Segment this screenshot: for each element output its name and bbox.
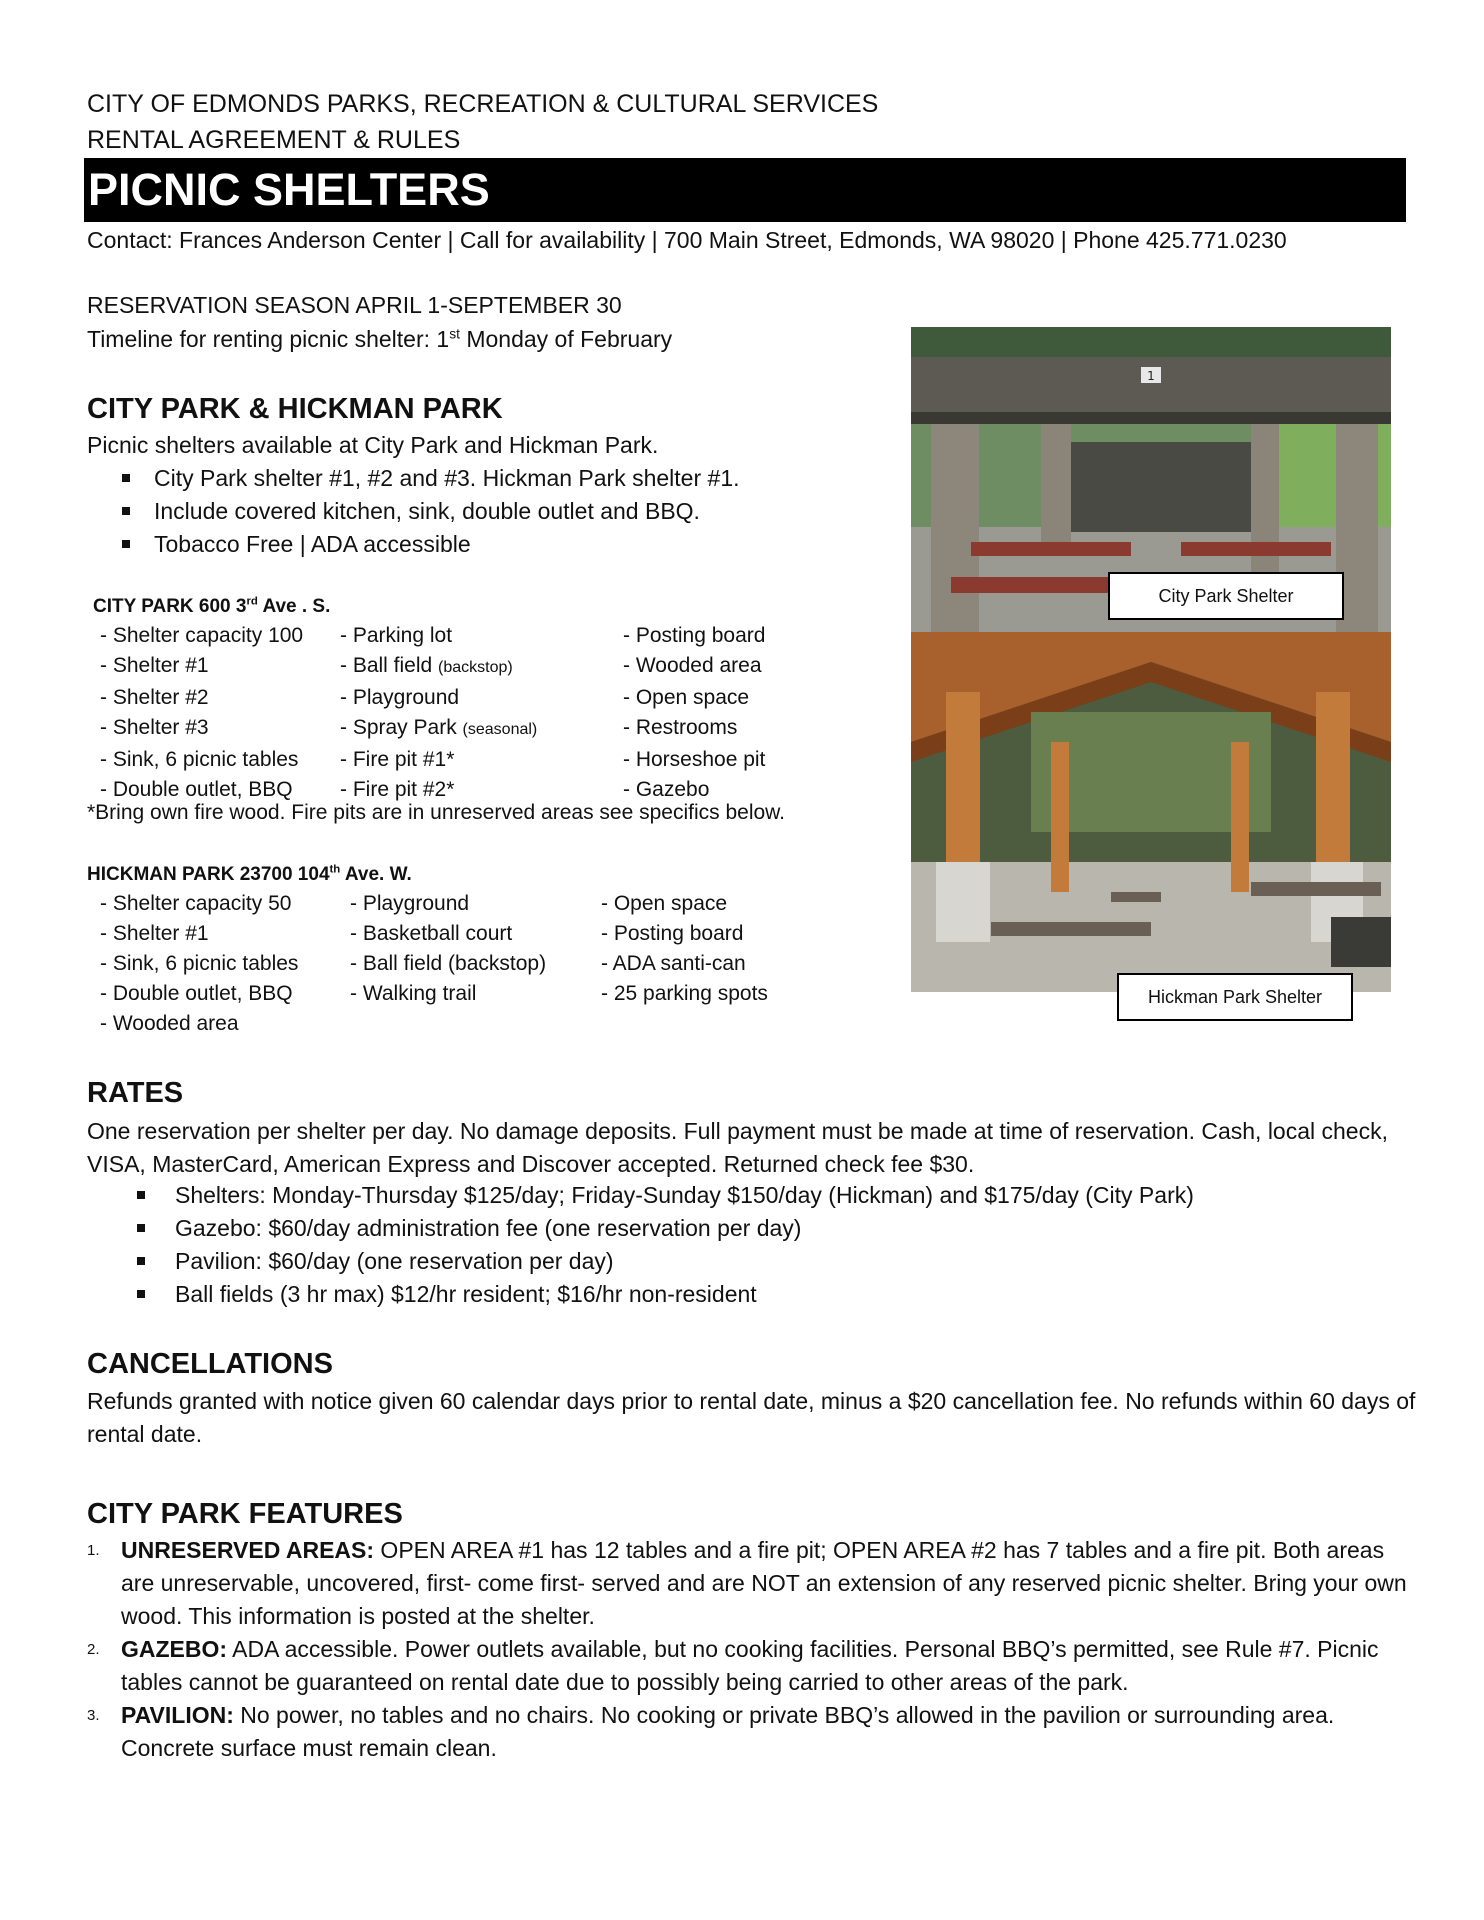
season-title: RESERVATION SEASON APRIL 1-SEPTEMBER 30 [87, 292, 622, 318]
amenity: - Sink, 6 picnic tables [100, 748, 299, 771]
amenity: - Posting board [601, 922, 744, 945]
org-line: CITY OF EDMONDS PARKS, RECREATION & CULTURAL SERVICES [87, 90, 879, 118]
amenity: - Shelter #1 [100, 922, 209, 945]
title-banner [84, 158, 1406, 222]
city-park-caption: City Park Shelter [1108, 572, 1344, 620]
svg-text:1: 1 [1147, 369, 1155, 383]
amenity: - Playground [340, 686, 460, 709]
city-park-amenities [100, 621, 823, 805]
amenity: - Walking trail [350, 982, 477, 1005]
cancellations-heading: CANCELLATIONS [87, 1348, 333, 1380]
features-list [87, 1534, 1417, 1765]
list-item: Pavilion: $60/day (one reservation per day) [137, 1245, 1194, 1278]
amenity: - Open space [601, 892, 728, 915]
amenity: - Restrooms [623, 716, 738, 739]
list-item: Include covered kitchen, sink, double outlet and BBQ. [122, 495, 740, 528]
amenity: - Ball field (backstop) [350, 952, 547, 975]
rates-heading: RATES [87, 1077, 184, 1109]
amenity: - Ball field (backstop) [340, 654, 513, 677]
amenity: - Wooded area [100, 1012, 239, 1035]
amenity: - Parking lot [340, 624, 453, 647]
doc-subtitle: RENTAL AGREEMENT & RULES [87, 126, 461, 154]
list-item: 2. GAZEBO: ADA accessible. Power outlets available, but no cooking facilities. Personal BBQ’s permitted, see Rule #7. Picnic tables cannot be guaranteed on rental date due to possibly being carried to other areas of the park. [87, 1636, 1379, 1695]
amenity: - Double outlet, BBQ [100, 778, 293, 801]
amenity: - Double outlet, BBQ [100, 982, 293, 1005]
amenity: - Fire pit #1* [340, 748, 455, 771]
city-park-title: CITY PARK 600 3rd Ave . S. [93, 595, 331, 617]
page-title: PICNIC SHELTERS [88, 164, 490, 215]
hickman-park-amenities [100, 889, 801, 1039]
list-item: Gazebo: $60/day administration fee (one reservation per day) [137, 1212, 1194, 1245]
contact-line: Contact: Frances Anderson Center | Call for availability | 700 Main Street, Edmonds, WA 98020 | Phone 425.771.0230 [87, 227, 1287, 253]
parks-heading: CITY PARK & HICKMAN PARK [87, 393, 503, 425]
amenity: - Shelter #2 [100, 686, 209, 709]
list-item: Shelters: Monday-Thursday $125/day; Friday-Sunday $150/day (Hickman) and $175/day (City Park) [137, 1179, 1194, 1212]
hickman-park-caption: Hickman Park Shelter [1117, 973, 1353, 1021]
shelter-image [911, 632, 1391, 992]
rates-text: One reservation per shelter per day. No damage deposits. Full payment must be made at time of reservation. Cash, local check, VISA, MasterCard, American Express and Discover accepted. Returned check fee $30. [87, 1118, 1388, 1177]
hickman-park-shelter-photo [911, 632, 1391, 992]
list-item: Ball fields (3 hr max) $12/hr resident; $16/hr non-resident [137, 1278, 1194, 1311]
amenity: - Shelter #3 [100, 716, 209, 739]
parks-intro: Picnic shelters available at City Park and Hickman Park. [87, 432, 659, 458]
amenity: - Spray Park (seasonal) [340, 716, 538, 739]
amenity: - Playground [350, 892, 470, 915]
amenity: - Basketball court [350, 922, 513, 945]
fire-footnote: *Bring own fire wood. Fire pits are in unreserved areas see specifics below. [87, 801, 786, 824]
amenity: - Wooded area [623, 654, 762, 677]
amenity: - Posting board [623, 624, 766, 647]
amenity: - Shelter #1 [100, 654, 209, 677]
parks-bullets [122, 462, 740, 561]
list-item: City Park shelter #1, #2 and #3. Hickman Park shelter #1. [122, 462, 740, 495]
list-item: 1. UNRESERVED AREAS: OPEN AREA #1 has 12 tables and a fire pit; OPEN AREA #2 has 7 tables and a fire pit. Both areas are unreservable, uncovered, first- come first- served and are NOT an extension of any reserved picnic shelter. Bring your own wood. This information is posted at the shelter. [87, 1537, 1407, 1629]
amenity: - 25 parking spots [601, 982, 768, 1005]
amenity: - Open space [623, 686, 750, 709]
list-item: 3. PAVILION: No power, no tables and no chairs. No cooking or private BBQ’s allowed in the pavilion or surrounding area. Concrete surface must remain clean. [87, 1702, 1335, 1761]
amenity: - Shelter capacity 50 [100, 892, 292, 915]
amenity: - Sink, 6 picnic tables [100, 952, 299, 975]
amenity: - Gazebo [623, 778, 710, 801]
hickman-park-title: HICKMAN PARK 23700 104th Ave. W. [87, 863, 412, 885]
features-heading: CITY PARK FEATURES [87, 1498, 403, 1530]
cancellations-text: Refunds granted with notice given 60 calendar days prior to rental date, minus a $20 cancellation fee. No refunds within 60 days of rental date. [87, 1388, 1416, 1447]
amenity: - Fire pit #2* [340, 778, 455, 801]
rates-bullets [137, 1179, 1194, 1311]
amenity: - Shelter capacity 100 [100, 624, 304, 647]
timeline-line: Timeline for renting picnic shelter: 1st Monday of February [87, 326, 673, 352]
list-item: Tobacco Free | ADA accessible [122, 528, 740, 561]
amenity: - ADA santi-can [601, 952, 746, 975]
amenity: - Horseshoe pit [623, 748, 766, 771]
